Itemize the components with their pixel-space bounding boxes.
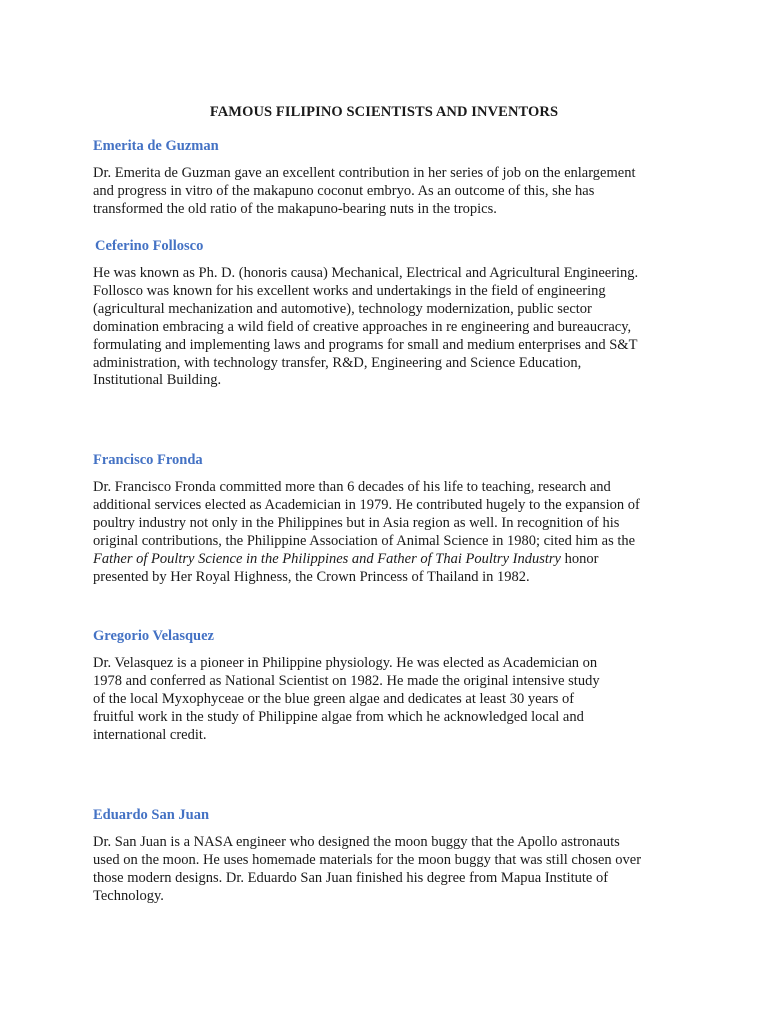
honor-suffix: honor <box>560 550 599 567</box>
text-line <box>93 551 693 569</box>
text-line: transformed the old ratio of the makapuno-bearing nuts in the tropics. <box>93 200 497 217</box>
entry-description <box>93 834 693 906</box>
text-line: presented by Her Royal Highness, the Crown Princess of Thailand in 1982. <box>93 568 530 585</box>
text-line: 1978 and conferred as National Scientist on 1982. He made the original intensive study <box>93 672 600 689</box>
text-line: Technology. <box>93 887 164 904</box>
text-line: Dr. Emerita de Guzman gave an excellent contribution in her series of job on the enlargement <box>93 165 636 181</box>
entry-eduardo-san-juan <box>93 806 693 906</box>
text-line: fruitful work in the study of Philippine algae from which he acknowledged local and <box>93 708 584 725</box>
entry-name: Francisco Fronda <box>93 452 203 468</box>
entry-description <box>93 265 695 390</box>
text-line: and progress in vitro of the makapuno coconut embryo. As an outcome of this, she has <box>93 182 595 199</box>
italic-honor-title: Father of Poultry Science in the Philippines and Father of Thai Poultry Industry <box>93 550 561 567</box>
entry-description <box>93 655 693 745</box>
text-line: international credit. <box>93 726 207 743</box>
text-line: He was known as Ph. D. (honoris causa) Mechanical, Electrical and Agricultural Engineering. <box>93 265 639 281</box>
entry-description <box>93 165 693 219</box>
text-line: formulating and implementing laws and programs for small and medium enterprises and S&T <box>93 336 638 353</box>
text-line: Dr. Velasquez is a pioneer in Philippine physiology. He was elected as Academician on <box>93 655 598 671</box>
text-line: administration, with technology transfer, R&D, Engineering and Science Education, <box>93 354 582 371</box>
entry-description <box>93 479 693 586</box>
text-line: original contributions, the Philippine Association of Animal Science in 1980; cited him as the <box>93 532 636 549</box>
entry-gregorio-velasquez <box>93 627 693 745</box>
entry-name: Ceferino Follosco <box>95 238 204 254</box>
text-line: Dr. San Juan is a NASA engineer who designed the moon buggy that the Apollo astronauts <box>93 834 620 850</box>
text-line: used on the moon. He uses homemade materials for the moon buggy that was still chosen over <box>93 851 642 868</box>
text-line: Follosco was known for his excellent works and undertakings in the field of engineering <box>93 282 606 299</box>
entry-emerita-de-guzman <box>93 137 693 219</box>
text-line: (agricultural mechanization and automotive), technology modernization, public sector <box>93 300 592 317</box>
text-line: additional services elected as Academician in 1979. He contributed hugely to the expansion of <box>93 496 640 513</box>
text-line: domination embracing a wild field of creative approaches in re engineering and bureaucracy, <box>93 318 632 335</box>
text-line: Institutional Building. <box>93 372 222 389</box>
page-title: FAMOUS FILIPINO SCIENTISTS AND INVENTORS <box>209 104 559 120</box>
text-line: poultry industry not only in the Philippines but in Asia region as well. In recognition of his <box>93 514 620 531</box>
entry-francisco-fronda <box>93 451 693 586</box>
text-line: of the local Myxophyceae or the blue green algae and dedicates at least 30 years of <box>93 690 575 707</box>
entry-name: Gregorio Velasquez <box>93 628 214 644</box>
entry-name: Emerita de Guzman <box>93 138 219 154</box>
text-line: Dr. Francisco Fronda committed more than 6 decades of his life to teaching, research and <box>93 479 611 495</box>
text-line: those modern designs. Dr. Eduardo San Juan finished his degree from Mapua Institute of <box>93 869 609 886</box>
entry-ceferino-follosco <box>95 237 695 390</box>
entry-name: Eduardo San Juan <box>93 807 210 823</box>
